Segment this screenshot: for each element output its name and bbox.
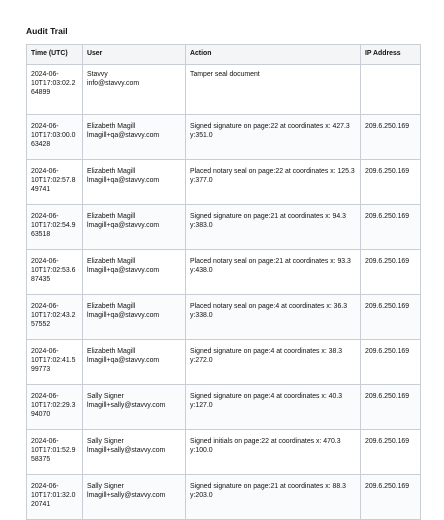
user-email: lmagill+sally@stavvy.com	[87, 491, 166, 499]
cell-time: 2024-06-10T17:01:52.958375	[27, 430, 83, 475]
cell-ip: 209.6.250.169	[361, 475, 421, 520]
user-name: Sally Signer	[87, 483, 124, 490]
cell-user	[83, 475, 186, 520]
cell-action: Signed signature on page:22 at coordinates x: 427.3 y:351.0	[186, 115, 361, 160]
cell-user	[83, 160, 186, 205]
user-email: lmagill+sally@stavvy.com	[87, 446, 166, 454]
cell-ip: 209.6.250.169	[361, 205, 421, 250]
cell-ip: 209.6.250.169	[361, 340, 421, 385]
cell-user	[83, 65, 186, 115]
user-name: Sally Signer	[87, 438, 124, 445]
cell-action: Signed signature on page:21 at coordinates x: 94.3 y:383.0	[186, 205, 361, 250]
user-name: Elizabeth Magill	[87, 348, 136, 355]
table-header-row	[27, 45, 421, 65]
column-header-ip: IP Address	[361, 45, 421, 65]
cell-time: 2024-06-10T17:02:41.599773	[27, 340, 83, 385]
cell-action: Signed signature on page:4 at coordinates x: 38.3 y:272.0	[186, 340, 361, 385]
user-email: info@stavvy.com	[87, 79, 140, 87]
cell-action: Tamper seal document	[186, 65, 361, 115]
table-row	[27, 430, 421, 475]
cell-time: 2024-06-10T17:02:29.394070	[27, 385, 83, 430]
table-row	[27, 250, 421, 295]
cell-time: 2024-06-10T17:02:53.687435	[27, 250, 83, 295]
user-name: Elizabeth Magill	[87, 213, 136, 220]
table-row	[27, 295, 421, 340]
user-email: lmagill+qa@stavvy.com	[87, 131, 160, 139]
table-row	[27, 205, 421, 250]
table-row	[27, 115, 421, 160]
cell-time: 2024-06-10T17:02:54.963518	[27, 205, 83, 250]
column-header-user: User	[83, 45, 186, 65]
cell-ip: 209.6.250.169	[361, 430, 421, 475]
user-email: lmagill+qa@stavvy.com	[87, 221, 160, 229]
column-header-time: Time (UTC)	[27, 45, 83, 65]
cell-action: Signed signature on page:21 at coordinates x: 88.3 y:203.0	[186, 475, 361, 520]
user-email: lmagill+qa@stavvy.com	[87, 176, 160, 184]
table-row	[27, 340, 421, 385]
column-header-action: Action	[186, 45, 361, 65]
user-email: lmagill+qa@stavvy.com	[87, 356, 160, 364]
cell-action: Signed signature on page:4 at coordinates x: 40.3 y:127.0	[186, 385, 361, 430]
cell-action: Placed notary seal on page:22 at coordinates x: 125.3 y:377.0	[186, 160, 361, 205]
user-email: lmagill+sally@stavvy.com	[87, 401, 166, 409]
cell-action: Signed initials on page:22 at coordinates x: 470.3 y:100.0	[186, 430, 361, 475]
cell-user	[83, 385, 186, 430]
cell-time: 2024-06-10T17:03:02.264899	[27, 65, 83, 115]
cell-user	[83, 115, 186, 160]
user-name: Elizabeth Magill	[87, 303, 136, 310]
cell-user	[83, 250, 186, 295]
cell-action: Placed notary seal on page:4 at coordinates x: 36.3 y:338.0	[186, 295, 361, 340]
cell-time: 2024-06-10T17:02:43.257552	[27, 295, 83, 340]
user-email: lmagill+qa@stavvy.com	[87, 311, 160, 319]
cell-user	[83, 340, 186, 385]
cell-action: Placed notary seal on page:21 at coordinates x: 93.3 y:438.0	[186, 250, 361, 295]
cell-user	[83, 295, 186, 340]
cell-ip	[361, 65, 421, 115]
cell-ip: 209.6.250.169	[361, 250, 421, 295]
cell-time: 2024-06-10T17:02:57.849741	[27, 160, 83, 205]
cell-ip: 209.6.250.169	[361, 295, 421, 340]
audit-trail-table	[26, 44, 421, 520]
table-row	[27, 475, 421, 520]
cell-time: 2024-06-10T17:03:00.063428	[27, 115, 83, 160]
user-email: lmagill+qa@stavvy.com	[87, 266, 160, 274]
cell-ip: 209.6.250.169	[361, 385, 421, 430]
cell-user	[83, 205, 186, 250]
cell-ip: 209.6.250.169	[361, 160, 421, 205]
user-name: Elizabeth Magill	[87, 168, 136, 175]
page-title: Audit Trail	[26, 26, 68, 36]
table-row	[27, 65, 421, 115]
user-name: Elizabeth Magill	[87, 123, 136, 130]
table-row	[27, 385, 421, 430]
table-body	[27, 65, 421, 520]
cell-time: 2024-06-10T17:01:32.020741	[27, 475, 83, 520]
table-row	[27, 160, 421, 205]
user-name: Sally Signer	[87, 393, 124, 400]
user-name: Stavvy	[87, 71, 108, 78]
cell-user	[83, 430, 186, 475]
cell-ip: 209.6.250.169	[361, 115, 421, 160]
user-name: Elizabeth Magill	[87, 258, 136, 265]
